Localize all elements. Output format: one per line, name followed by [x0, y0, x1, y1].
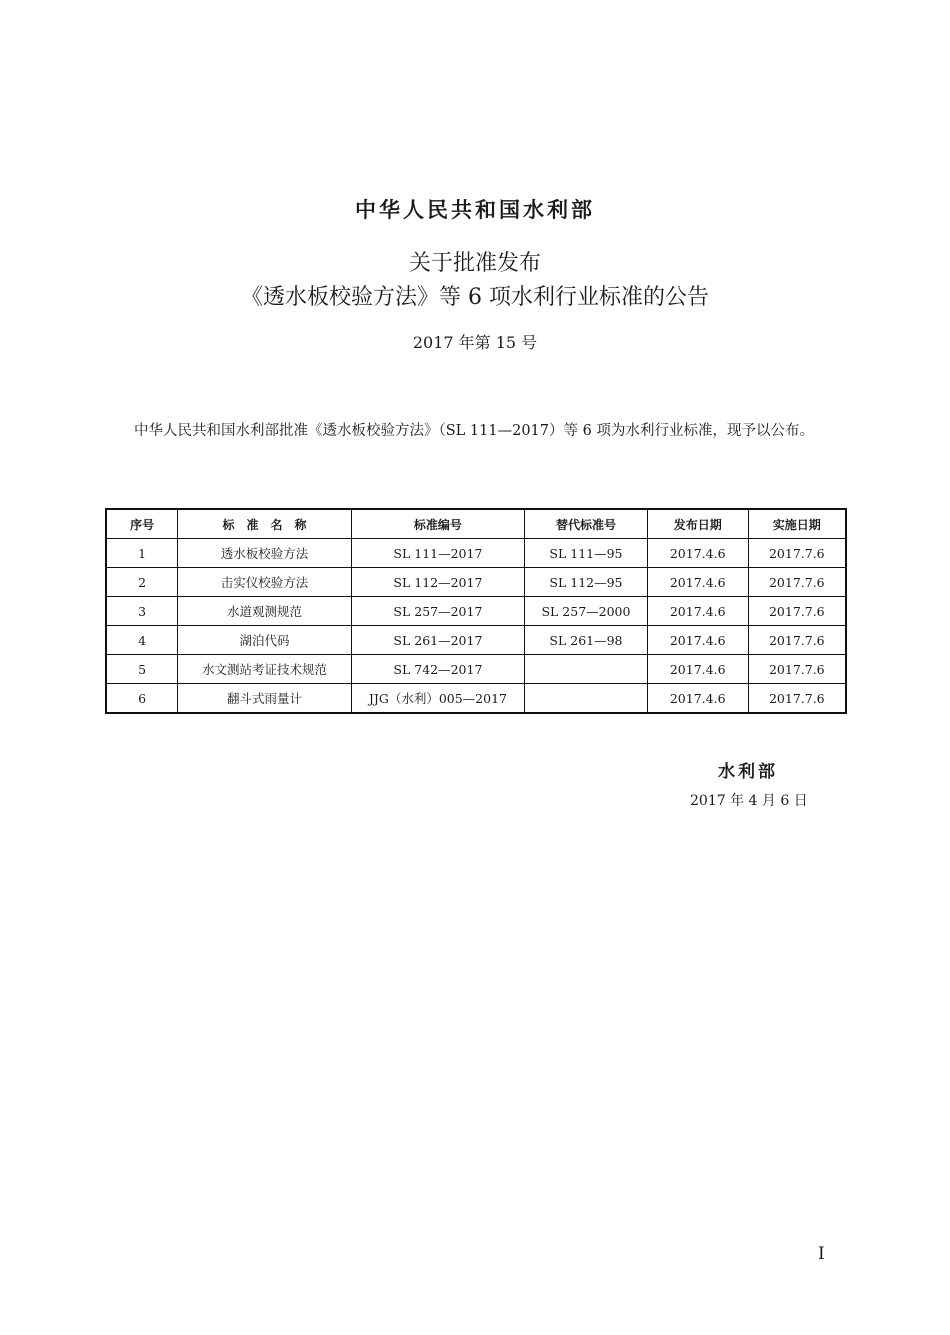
signing-authority: 水利部: [718, 762, 778, 782]
table-row: [106, 655, 846, 684]
announcement-title-line1: 关于批准发布: [408, 251, 541, 276]
col-header-code: 标准编号: [351, 509, 524, 539]
cell-index: 6: [106, 684, 178, 714]
table-header-row: [106, 509, 846, 539]
cell-issue-date: 2017.4.6: [647, 597, 748, 626]
col-header-index: 序号: [106, 509, 178, 539]
col-header-effective-date: 实施日期: [748, 509, 846, 539]
issuing-organization: 中华人民共和国水利部: [355, 198, 595, 222]
cell-code: SL 111—2017: [351, 539, 524, 568]
table-row: [106, 684, 846, 714]
cell-code: SL 112—2017: [351, 568, 524, 597]
announcement-body: 中华人民共和国水利部批准《透水板校验方法》（SL 111—2017）等 6 项为水利行业标准，现予以公布。: [134, 422, 814, 439]
cell-replaced: SL 261—98: [525, 626, 648, 655]
cell-issue-date: 2017.4.6: [647, 655, 748, 684]
col-header-replaced: 替代标准号: [525, 509, 648, 539]
table-row: [106, 539, 846, 568]
cell-name: 击实仪校验方法: [178, 568, 351, 597]
cell-issue-date: 2017.4.6: [647, 568, 748, 597]
cell-code: SL 261—2017: [351, 626, 524, 655]
announcement-title-line2: 《透水板校验方法》等 6 项水利行业标准的公告: [241, 285, 709, 310]
cell-effective-date: 2017.7.6: [748, 626, 846, 655]
cell-index: 5: [106, 655, 178, 684]
table-row: [106, 568, 846, 597]
cell-issue-date: 2017.4.6: [647, 684, 748, 714]
cell-name: 翻斗式雨量计: [178, 684, 351, 714]
cell-replaced: SL 111—95: [525, 539, 648, 568]
cell-index: 3: [106, 597, 178, 626]
cell-name: 水文测站考证技术规范: [178, 655, 351, 684]
signing-date: 2017 年 4 月 6 日: [690, 793, 808, 809]
cell-name: 湖泊代码: [178, 626, 351, 655]
cell-effective-date: 2017.7.6: [748, 539, 846, 568]
cell-name: 透水板校验方法: [178, 539, 351, 568]
col-header-issue-date: 发布日期: [647, 509, 748, 539]
cell-issue-date: 2017.4.6: [647, 539, 748, 568]
page-number: I: [818, 1244, 825, 1264]
cell-code: SL 257—2017: [351, 597, 524, 626]
col-header-name: 标 准 名 称: [178, 509, 351, 539]
cell-index: 4: [106, 626, 178, 655]
document-number: 2017 年第 15 号: [412, 333, 538, 352]
cell-code: SL 742—2017: [351, 655, 524, 684]
cell-effective-date: 2017.7.6: [748, 655, 846, 684]
cell-name: 水道观测规范: [178, 597, 351, 626]
cell-replaced: SL 257—2000: [525, 597, 648, 626]
cell-replaced: [525, 655, 648, 684]
cell-effective-date: 2017.7.6: [748, 597, 846, 626]
cell-issue-date: 2017.4.6: [647, 626, 748, 655]
cell-index: 1: [106, 539, 178, 568]
cell-replaced: SL 112—95: [525, 568, 648, 597]
table-row: [106, 626, 846, 655]
cell-code: JJG（水利）005—2017: [351, 684, 524, 714]
standards-table: [105, 508, 847, 714]
cell-replaced: [525, 684, 648, 714]
cell-effective-date: 2017.7.6: [748, 684, 846, 714]
table-row: [106, 597, 846, 626]
cell-effective-date: 2017.7.6: [748, 568, 846, 597]
cell-index: 2: [106, 568, 178, 597]
